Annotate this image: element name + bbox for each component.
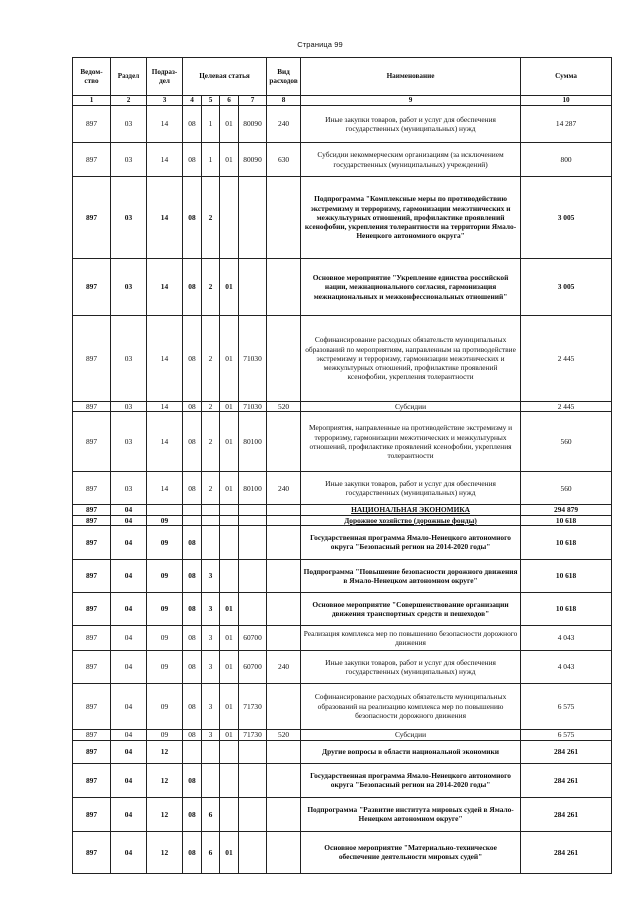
cell-name: Иные закупки товаров, работ и услуг для обеспечения государственных (муниципальных) нужд bbox=[301, 106, 521, 143]
cell-target-direction: 80090 bbox=[239, 143, 267, 177]
column-number: 1 bbox=[73, 96, 111, 106]
cell-target-subprogram bbox=[202, 525, 220, 559]
cell-vedomstvo: 897 bbox=[73, 472, 111, 505]
cell-target-program: 08 bbox=[183, 592, 202, 625]
cell-target-measure: 01 bbox=[220, 625, 239, 650]
cell-sum: 10 618 bbox=[521, 559, 612, 592]
cell-target-program: 08 bbox=[183, 402, 202, 412]
cell-target-program: 08 bbox=[183, 259, 202, 316]
cell-sum: 284 261 bbox=[521, 740, 612, 763]
cell-expense-type bbox=[267, 525, 301, 559]
cell-razdel: 03 bbox=[111, 259, 147, 316]
cell-target-subprogram: 6 bbox=[202, 831, 220, 873]
cell-vedomstvo: 897 bbox=[73, 729, 111, 740]
table-row bbox=[73, 683, 612, 729]
column-number: 5 bbox=[202, 96, 220, 106]
cell-target-direction: 71030 bbox=[239, 402, 267, 412]
cell-target-measure: 01 bbox=[220, 259, 239, 316]
cell-target-program: 08 bbox=[183, 177, 202, 259]
cell-target-subprogram: 3 bbox=[202, 625, 220, 650]
cell-podrazdel: 14 bbox=[147, 412, 183, 472]
cell-sum: 10 618 bbox=[521, 515, 612, 525]
cell-sum: 3 005 bbox=[521, 259, 612, 316]
cell-podrazdel: 09 bbox=[147, 592, 183, 625]
cell-razdel: 04 bbox=[111, 683, 147, 729]
cell-podrazdel: 12 bbox=[147, 740, 183, 763]
table-row bbox=[73, 592, 612, 625]
cell-target-direction bbox=[239, 763, 267, 797]
cell-vedomstvo: 897 bbox=[73, 177, 111, 259]
cell-name: НАЦИОНАЛЬНАЯ ЭКОНОМИКА bbox=[301, 505, 521, 515]
cell-expense-type bbox=[267, 412, 301, 472]
header-podrazdel: Подраз-дел bbox=[147, 58, 183, 96]
cell-expense-type bbox=[267, 515, 301, 525]
table-row bbox=[73, 525, 612, 559]
cell-target-direction: 71730 bbox=[239, 683, 267, 729]
cell-name: Государственная программа Ямало-Ненецкого автономного округа "Безопасный регион на 2014-2020 годы" bbox=[301, 525, 521, 559]
cell-name: Основное мероприятие "Материально-техническое обеспечение деятельности мировых судей" bbox=[301, 831, 521, 873]
cell-target-subprogram: 3 bbox=[202, 650, 220, 683]
cell-name: Подпрограмма "Развитие института мировых судей в Ямало-Ненецком автономном округе" bbox=[301, 797, 521, 831]
cell-target-measure: 01 bbox=[220, 472, 239, 505]
column-number: 3 bbox=[147, 96, 183, 106]
cell-podrazdel: 14 bbox=[147, 402, 183, 412]
cell-sum: 10 618 bbox=[521, 525, 612, 559]
cell-expense-type bbox=[267, 505, 301, 515]
cell-sum: 560 bbox=[521, 472, 612, 505]
cell-target-program: 08 bbox=[183, 316, 202, 402]
cell-sum: 284 261 bbox=[521, 797, 612, 831]
cell-expense-type bbox=[267, 763, 301, 797]
cell-target-measure: 01 bbox=[220, 650, 239, 683]
cell-name: Подпрограмма "Комплексные меры по противодействию экстремизму и терроризму, гармонизации межэтнических и межкультурных отношений, профилактике проявлений ксенофобии, укрепления толерантности на территории Ямало-Ненецкого автономного округа" bbox=[301, 177, 521, 259]
cell-podrazdel: 09 bbox=[147, 729, 183, 740]
cell-sum: 294 879 bbox=[521, 505, 612, 515]
cell-razdel: 03 bbox=[111, 177, 147, 259]
cell-sum: 6 575 bbox=[521, 683, 612, 729]
cell-target-direction bbox=[239, 525, 267, 559]
cell-sum: 284 261 bbox=[521, 763, 612, 797]
cell-razdel: 04 bbox=[111, 505, 147, 515]
cell-target-program: 08 bbox=[183, 412, 202, 472]
cell-vedomstvo: 897 bbox=[73, 625, 111, 650]
cell-vedomstvo: 897 bbox=[73, 259, 111, 316]
cell-vedomstvo: 897 bbox=[73, 559, 111, 592]
cell-vedomstvo: 897 bbox=[73, 831, 111, 873]
column-number: 6 bbox=[220, 96, 239, 106]
cell-target-measure: 01 bbox=[220, 831, 239, 873]
cell-target-program: 08 bbox=[183, 559, 202, 592]
cell-name: Другие вопросы в области национальной экономики bbox=[301, 740, 521, 763]
cell-name: Мероприятия, направленные на противодействие экстремизму и терроризму, гармонизации межэтнических и межкультурных отношений, профилактике проявлений ксенофобии, укрепления толерантности bbox=[301, 412, 521, 472]
cell-razdel: 04 bbox=[111, 740, 147, 763]
cell-target-direction: 60700 bbox=[239, 650, 267, 683]
cell-razdel: 03 bbox=[111, 316, 147, 402]
column-number: 2 bbox=[111, 96, 147, 106]
cell-target-measure bbox=[220, 559, 239, 592]
page-number-label: Страница 99 bbox=[297, 40, 343, 49]
cell-target-subprogram: 1 bbox=[202, 106, 220, 143]
cell-podrazdel: 14 bbox=[147, 316, 183, 402]
cell-razdel: 04 bbox=[111, 559, 147, 592]
cell-vedomstvo: 897 bbox=[73, 592, 111, 625]
cell-razdel: 04 bbox=[111, 525, 147, 559]
cell-podrazdel: 14 bbox=[147, 143, 183, 177]
cell-podrazdel: 09 bbox=[147, 559, 183, 592]
cell-razdel: 04 bbox=[111, 831, 147, 873]
table-row bbox=[73, 515, 612, 525]
cell-name: Основное мероприятие "Укрепление единства российской нации, межнационального согласия, гармонизация межнациональных и межконфессиональных отношений" bbox=[301, 259, 521, 316]
cell-target-program: 08 bbox=[183, 763, 202, 797]
cell-target-program: 08 bbox=[183, 625, 202, 650]
header-vedomstvo: Ведом-ство bbox=[73, 58, 111, 96]
cell-expense-type bbox=[267, 797, 301, 831]
cell-target-measure: 01 bbox=[220, 316, 239, 402]
cell-podrazdel: 12 bbox=[147, 797, 183, 831]
cell-podrazdel: 14 bbox=[147, 259, 183, 316]
cell-sum: 4 043 bbox=[521, 625, 612, 650]
cell-razdel: 04 bbox=[111, 763, 147, 797]
cell-vedomstvo: 897 bbox=[73, 515, 111, 525]
cell-vedomstvo: 897 bbox=[73, 650, 111, 683]
cell-target-subprogram: 6 bbox=[202, 797, 220, 831]
cell-razdel: 04 bbox=[111, 625, 147, 650]
cell-target-measure: 01 bbox=[220, 143, 239, 177]
cell-podrazdel: 09 bbox=[147, 683, 183, 729]
cell-target-subprogram bbox=[202, 740, 220, 763]
cell-expense-type bbox=[267, 592, 301, 625]
column-number: 9 bbox=[301, 96, 521, 106]
cell-target-subprogram: 2 bbox=[202, 316, 220, 402]
cell-razdel: 04 bbox=[111, 797, 147, 831]
cell-target-direction: 80090 bbox=[239, 106, 267, 143]
cell-target-program: 08 bbox=[183, 525, 202, 559]
cell-expense-type bbox=[267, 259, 301, 316]
cell-target-subprogram: 2 bbox=[202, 402, 220, 412]
cell-target-direction bbox=[239, 592, 267, 625]
cell-target-subprogram: 2 bbox=[202, 259, 220, 316]
cell-target-subprogram bbox=[202, 515, 220, 525]
cell-target-measure: 01 bbox=[220, 592, 239, 625]
cell-target-subprogram: 2 bbox=[202, 177, 220, 259]
cell-target-program: 08 bbox=[183, 797, 202, 831]
cell-target-subprogram: 3 bbox=[202, 592, 220, 625]
cell-target-subprogram bbox=[202, 505, 220, 515]
cell-target-direction: 71730 bbox=[239, 729, 267, 740]
cell-target-direction bbox=[239, 740, 267, 763]
cell-target-program: 08 bbox=[183, 729, 202, 740]
column-number: 7 bbox=[239, 96, 267, 106]
budget-table bbox=[72, 57, 612, 874]
cell-target-direction bbox=[239, 505, 267, 515]
cell-target-measure bbox=[220, 177, 239, 259]
cell-razdel: 03 bbox=[111, 143, 147, 177]
cell-sum: 800 bbox=[521, 143, 612, 177]
cell-name: Субсидии bbox=[301, 402, 521, 412]
cell-target-program: 08 bbox=[183, 106, 202, 143]
cell-sum: 4 043 bbox=[521, 650, 612, 683]
header-name: Наименование bbox=[301, 58, 521, 96]
cell-target-direction: 60700 bbox=[239, 625, 267, 650]
cell-target-program: 08 bbox=[183, 650, 202, 683]
cell-podrazdel: 14 bbox=[147, 106, 183, 143]
cell-name: Софинансирование расходных обязательств муниципальных образований на реализацию комплекса мер по повышению безопасности дорожного движения bbox=[301, 683, 521, 729]
table-row bbox=[73, 831, 612, 873]
header-expense-type: Вид расходов bbox=[267, 58, 301, 96]
cell-name: Иные закупки товаров, работ и услуг для обеспечения государственных (муниципальных) нужд bbox=[301, 650, 521, 683]
cell-target-subprogram: 3 bbox=[202, 559, 220, 592]
cell-name: Подпрограмма "Повышение безопасности дорожного движения в Ямало-Ненецком автономном округе" bbox=[301, 559, 521, 592]
cell-target-direction bbox=[239, 797, 267, 831]
cell-sum: 2 445 bbox=[521, 402, 612, 412]
cell-podrazdel: 12 bbox=[147, 763, 183, 797]
cell-target-subprogram bbox=[202, 763, 220, 797]
cell-vedomstvo: 897 bbox=[73, 143, 111, 177]
table-row bbox=[73, 106, 612, 143]
header-target-article: Целевая статья bbox=[183, 58, 267, 96]
table-row bbox=[73, 316, 612, 402]
cell-expense-type: 240 bbox=[267, 650, 301, 683]
cell-expense-type bbox=[267, 831, 301, 873]
cell-target-measure: 01 bbox=[220, 729, 239, 740]
cell-expense-type: 240 bbox=[267, 472, 301, 505]
cell-vedomstvo: 897 bbox=[73, 402, 111, 412]
cell-sum: 284 261 bbox=[521, 831, 612, 873]
cell-name: Субсидии bbox=[301, 729, 521, 740]
cell-target-measure: 01 bbox=[220, 402, 239, 412]
cell-name: Реализация комплекса мер по повышению безопасности дорожного движения bbox=[301, 625, 521, 650]
cell-razdel: 03 bbox=[111, 402, 147, 412]
cell-name: Иные закупки товаров, работ и услуг для обеспечения государственных (муниципальных) нужд bbox=[301, 472, 521, 505]
cell-name: Софинансирование расходных обязательств муниципальных образований по мероприятиям, направленным на противодействие экстремизму и терроризму, гармонизации межэтнических и межкультурных отношений, профилактике проявлений ксенофобии, укрепления толерантности bbox=[301, 316, 521, 402]
table-row bbox=[73, 177, 612, 259]
cell-target-direction bbox=[239, 177, 267, 259]
column-number: 10 bbox=[521, 96, 612, 106]
cell-name: Субсидии некоммерческим организациям (за исключением государственных (муниципальных) учреждений) bbox=[301, 143, 521, 177]
cell-target-direction: 80100 bbox=[239, 412, 267, 472]
cell-vedomstvo: 897 bbox=[73, 505, 111, 515]
cell-target-measure: 01 bbox=[220, 683, 239, 729]
cell-vedomstvo: 897 bbox=[73, 683, 111, 729]
cell-podrazdel: 09 bbox=[147, 525, 183, 559]
cell-expense-type: 520 bbox=[267, 402, 301, 412]
cell-target-measure: 01 bbox=[220, 106, 239, 143]
cell-target-program: 08 bbox=[183, 143, 202, 177]
cell-podrazdel: 09 bbox=[147, 650, 183, 683]
cell-razdel: 04 bbox=[111, 729, 147, 740]
cell-sum: 2 445 bbox=[521, 316, 612, 402]
table-header bbox=[73, 58, 612, 106]
cell-target-direction bbox=[239, 831, 267, 873]
cell-vedomstvo: 897 bbox=[73, 797, 111, 831]
cell-target-direction: 80100 bbox=[239, 472, 267, 505]
cell-target-program bbox=[183, 515, 202, 525]
cell-podrazdel: 12 bbox=[147, 831, 183, 873]
cell-expense-type bbox=[267, 559, 301, 592]
table-row bbox=[73, 559, 612, 592]
cell-vedomstvo: 897 bbox=[73, 740, 111, 763]
table-row bbox=[73, 402, 612, 412]
cell-target-direction bbox=[239, 259, 267, 316]
cell-razdel: 03 bbox=[111, 412, 147, 472]
table-row bbox=[73, 625, 612, 650]
cell-expense-type bbox=[267, 683, 301, 729]
cell-expense-type: 520 bbox=[267, 729, 301, 740]
cell-name: Дорожное хозяйство (дорожные фонды) bbox=[301, 515, 521, 525]
cell-razdel: 04 bbox=[111, 515, 147, 525]
cell-target-subprogram: 1 bbox=[202, 143, 220, 177]
cell-razdel: 03 bbox=[111, 472, 147, 505]
cell-target-direction: 71030 bbox=[239, 316, 267, 402]
cell-expense-type bbox=[267, 625, 301, 650]
cell-vedomstvo: 897 bbox=[73, 525, 111, 559]
table-row bbox=[73, 729, 612, 740]
table-row bbox=[73, 650, 612, 683]
cell-podrazdel: 09 bbox=[147, 515, 183, 525]
table-row bbox=[73, 472, 612, 505]
table-row bbox=[73, 412, 612, 472]
cell-vedomstvo: 897 bbox=[73, 763, 111, 797]
cell-expense-type bbox=[267, 316, 301, 402]
cell-target-program: 08 bbox=[183, 683, 202, 729]
table-row bbox=[73, 797, 612, 831]
cell-target-program bbox=[183, 505, 202, 515]
cell-podrazdel: 14 bbox=[147, 177, 183, 259]
cell-vedomstvo: 897 bbox=[73, 316, 111, 402]
table-row bbox=[73, 259, 612, 316]
cell-target-direction bbox=[239, 515, 267, 525]
cell-razdel: 04 bbox=[111, 592, 147, 625]
cell-target-subprogram: 3 bbox=[202, 683, 220, 729]
cell-expense-type: 240 bbox=[267, 106, 301, 143]
cell-target-subprogram: 2 bbox=[202, 472, 220, 505]
cell-target-program bbox=[183, 740, 202, 763]
cell-target-direction bbox=[239, 559, 267, 592]
column-number: 8 bbox=[267, 96, 301, 106]
cell-target-measure bbox=[220, 763, 239, 797]
cell-vedomstvo: 897 bbox=[73, 412, 111, 472]
cell-razdel: 03 bbox=[111, 106, 147, 143]
table-row bbox=[73, 143, 612, 177]
cell-sum: 10 618 bbox=[521, 592, 612, 625]
cell-target-measure bbox=[220, 515, 239, 525]
cell-target-program: 08 bbox=[183, 831, 202, 873]
cell-name: Государственная программа Ямало-Ненецкого автономного округа "Безопасный регион на 2014-2020 годы" bbox=[301, 763, 521, 797]
table-row bbox=[73, 763, 612, 797]
header-sum: Сумма bbox=[521, 58, 612, 96]
cell-target-subprogram: 2 bbox=[202, 412, 220, 472]
cell-razdel: 04 bbox=[111, 650, 147, 683]
cell-name: Основное мероприятие "Совершенствование организации движения транспортных средств и пешеходов" bbox=[301, 592, 521, 625]
cell-sum: 560 bbox=[521, 412, 612, 472]
cell-target-measure bbox=[220, 740, 239, 763]
cell-vedomstvo: 897 bbox=[73, 106, 111, 143]
cell-target-measure: 01 bbox=[220, 412, 239, 472]
cell-podrazdel: 09 bbox=[147, 625, 183, 650]
cell-expense-type: 630 bbox=[267, 143, 301, 177]
cell-target-measure bbox=[220, 797, 239, 831]
table-row bbox=[73, 740, 612, 763]
table-row bbox=[73, 505, 612, 515]
cell-target-program: 08 bbox=[183, 472, 202, 505]
cell-expense-type bbox=[267, 740, 301, 763]
cell-sum: 6 575 bbox=[521, 729, 612, 740]
column-number: 4 bbox=[183, 96, 202, 106]
table-body bbox=[73, 106, 612, 874]
cell-target-measure bbox=[220, 525, 239, 559]
header-razdel: Раздел bbox=[111, 58, 147, 96]
cell-sum: 3 005 bbox=[521, 177, 612, 259]
cell-target-subprogram: 3 bbox=[202, 729, 220, 740]
cell-podrazdel: 14 bbox=[147, 472, 183, 505]
cell-expense-type bbox=[267, 177, 301, 259]
cell-podrazdel bbox=[147, 505, 183, 515]
cell-target-measure bbox=[220, 505, 239, 515]
cell-sum: 14 287 bbox=[521, 106, 612, 143]
